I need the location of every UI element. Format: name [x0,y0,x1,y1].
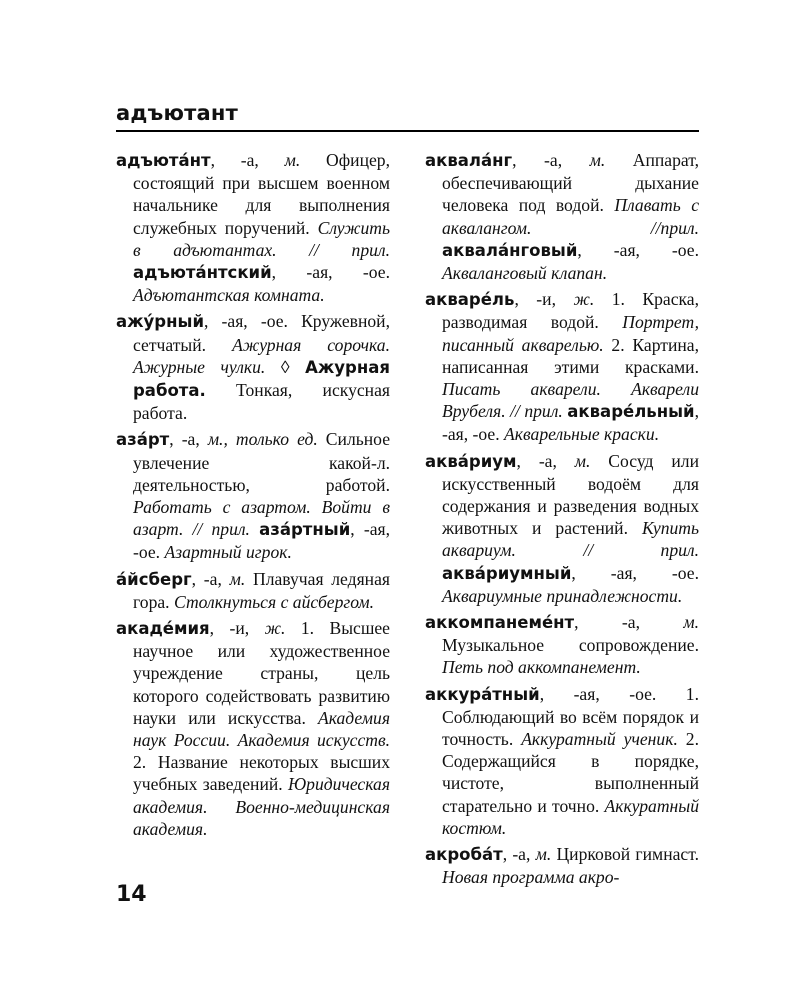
definition-text: , -а, [516,450,575,471]
definition-text: ◊ [265,356,306,377]
definition-text: , -а, [512,150,590,170]
usage-example: // прил. [192,519,250,540]
dictionary-entry [116,568,390,613]
left-column [116,149,390,844]
dictionary-entry [425,450,699,607]
definition-text: 2. Содержащийся в порядке, чистоте, выполненный старательно и точно. [442,729,699,816]
running-head: адъютант [116,101,238,125]
headword: ажу́рный [116,312,205,332]
headword: аква́риумный [442,563,572,583]
header-rule [116,130,699,132]
definition-text [277,240,310,260]
dictionary-entry [116,428,390,563]
usage-example: Плавать с аквалангом. //прил. [442,195,700,238]
grammar-label: м. [589,150,606,170]
headword: акваре́льный [567,402,695,422]
headword: а́йсберг [116,569,192,589]
definition-text: Офицер, состоящий при высшем военном начальнике для выполнения служебных поручений. [133,150,391,238]
usage-example: Портрет, писанный акварелью. [442,312,699,355]
definition-text: , -ая, -ое. [442,401,699,445]
definition-text: , -ая, -ое. [571,562,699,583]
headword: адъюта́нтский [133,263,272,283]
usage-example: Аккуратный костюм. [442,795,699,838]
headword: аквала́нговый [442,240,578,260]
usage-example: Работать с азартом. Войти в азарт. [133,497,390,540]
definition-text: 2. Картина, написанная этими красками. [442,334,699,377]
usage-example: Служить в адъютантах. [133,217,390,260]
grammar-label: м. [574,450,591,471]
usage-example: Акваланговый клапан. [442,263,608,284]
definition-text: Сосуд или искусственный водоём для содержания и разведения водных животных и растений. [442,450,699,539]
right-column [425,149,699,893]
usage-example: Столкнуться с айсбергом. [173,591,375,612]
grammar-label: м. [683,612,699,633]
dictionary-entry [425,288,699,445]
grammar-label: ж. [264,618,286,639]
grammar-label: ж. [573,289,595,310]
definition-text: , -ая, -ое. 1. Соблюдающий во всём порядок и точность. [442,683,699,750]
definition-text: 1. Краска, разводимая водой. [442,289,699,333]
definition-text: Тонкая, искусная работа. [133,380,390,424]
dictionary-entry [116,617,390,840]
usage-example: Писать акварели. Акварели Врубеля. // прил. [442,379,699,422]
definition-text: , -ая, -ое. Кружевной, сетчатый. [133,311,390,355]
usage-example: Академия наук России. Академия искусств. [133,707,390,751]
page-number: 14 [116,882,147,907]
headword: аккомпанеме́нт [425,613,575,633]
definition-text: , -и, [514,289,574,310]
headword: Ажурная работа. [133,357,390,401]
definition-text [183,519,192,539]
definition-text: , -а, [210,150,285,170]
grammar-label: м., только ед. [207,429,318,450]
headword: адъюта́нт [116,151,211,170]
usage-example: Петь под аккомпанемент. [442,657,641,678]
headword: аккура́тный [425,684,540,704]
headword: акроба́т [425,845,503,865]
usage-example: Юридическая академия. Военно-медицинская академия. [133,774,390,839]
usage-example: Аккуратный ученик. [521,729,678,750]
usage-example: Азартный игрок. [164,542,292,563]
dictionary-entry [116,310,390,424]
dictionary-entry [116,149,390,306]
usage-example: Адъютантская комната. [133,285,325,306]
definition-text: , -ая, -ое. [133,519,390,563]
dictionary-entry [425,683,699,839]
definition-text: , -ая, -ое. [577,239,699,260]
headword: аза́ртный [259,520,351,540]
definition-text: Цирковой гимнаст. [551,844,699,865]
usage-example: Купить аквариум. // прил. [442,518,699,561]
headword: аза́рт [116,430,170,450]
grammar-label: м. [229,568,246,589]
grammar-label: м. [284,150,301,170]
definition-text: , -а, [191,568,230,589]
definition-text: , -ая, -ое. [271,262,390,283]
definition-text: Плавучая ледяная гора. [133,568,390,612]
definition-text: , -и, [209,618,265,639]
usage-example: // прил. [309,239,390,260]
definition-text: 1. Высшее научное или художественное учреждение страны, цель которого содействовать развитию науки или искусства. [133,618,390,728]
dictionary-entry [425,843,699,888]
definition-text: Аппарат, обеспечивающий дыхание человека под водой. [442,150,699,216]
headword: акаде́мия [116,619,210,639]
definition-text: 2. Название некоторых высших учебных заведений. [133,752,390,795]
usage-example: Новая программа акро- [442,867,620,888]
definition-text: , -а, [502,844,536,865]
headword: аква́риум [425,451,517,471]
definition-text: , -а, [574,612,684,633]
dictionary-entry [425,611,699,679]
definition-text: Музыкальное сопровождение. [442,635,699,656]
definition-text: Сильное увлечение какой-л. деятельностью, работой. [133,429,391,495]
definition-text: , -а, [169,429,208,450]
usage-example: Ажурная сорочка. Ажурные чулки. [133,334,390,377]
dictionary-entry [425,149,699,284]
definition-text [250,519,259,539]
headword: акваре́ль [425,290,515,310]
usage-example: Акварельные краски. [504,424,660,445]
grammar-label: м. [535,844,552,865]
headword: аквала́нг [425,151,513,170]
usage-example: Аквариумные принадлежности. [442,585,683,606]
